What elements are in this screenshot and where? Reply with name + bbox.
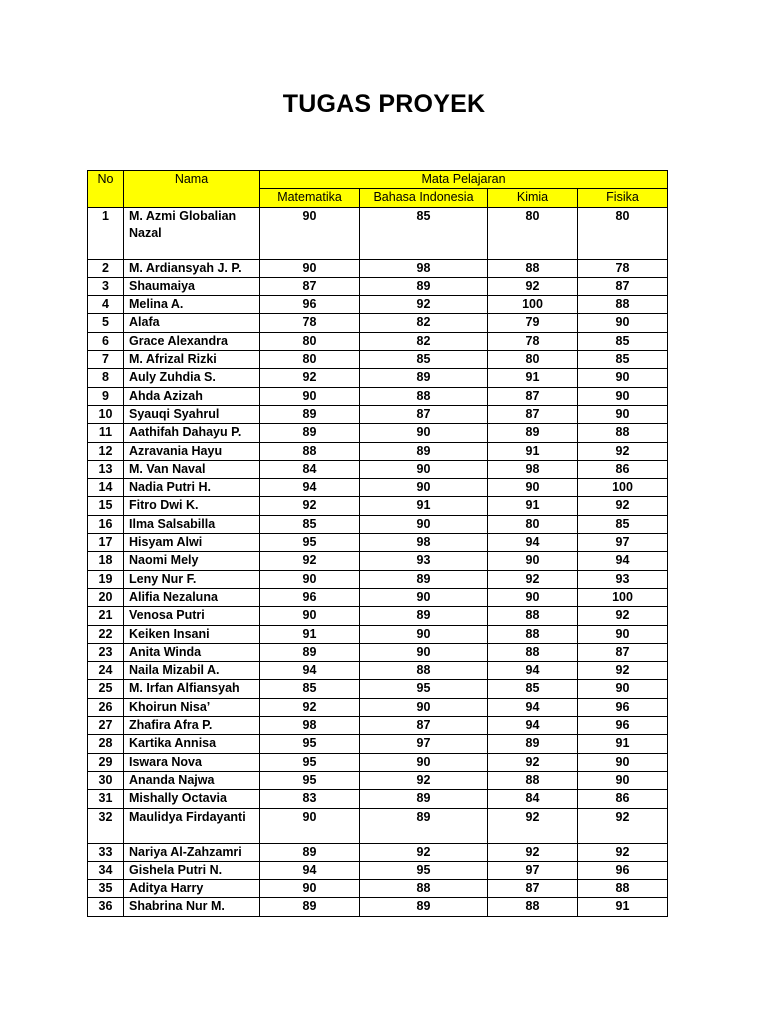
cell-matematika: 89 — [260, 643, 360, 661]
cell-fisika: 88 — [578, 296, 668, 314]
table-row — [88, 552, 668, 570]
cell-fisika: 78 — [578, 259, 668, 277]
cell-nama: Aditya Harry — [124, 880, 260, 898]
cell-no: 13 — [88, 460, 124, 478]
cell-matematika: 87 — [260, 277, 360, 295]
table-row — [88, 753, 668, 771]
table-row — [88, 442, 668, 460]
cell-matematika: 95 — [260, 534, 360, 552]
table-row — [88, 296, 668, 314]
cell-no: 21 — [88, 607, 124, 625]
cell-no: 32 — [88, 808, 124, 843]
cell-kimia: 97 — [488, 861, 578, 879]
cell-fisika: 93 — [578, 570, 668, 588]
cell-no: 28 — [88, 735, 124, 753]
cell-fisika: 97 — [578, 534, 668, 552]
cell-bahasa-indonesia: 88 — [360, 387, 488, 405]
cell-no: 7 — [88, 351, 124, 369]
cell-no: 15 — [88, 497, 124, 515]
cell-bahasa-indonesia: 90 — [360, 460, 488, 478]
header-fisika: Fisika — [578, 189, 668, 207]
cell-nama: Ananda Najwa — [124, 771, 260, 789]
table-row — [88, 277, 668, 295]
table-row — [88, 843, 668, 861]
cell-no: 35 — [88, 880, 124, 898]
header-bahasa-indonesia: Bahasa Indonesia — [360, 189, 488, 207]
cell-no: 24 — [88, 662, 124, 680]
cell-nama: Hisyam Alwi — [124, 534, 260, 552]
table-row — [88, 861, 668, 879]
cell-nama: Alafa — [124, 314, 260, 332]
cell-fisika: 90 — [578, 369, 668, 387]
cell-nama: Mishally Octavia — [124, 790, 260, 808]
cell-kimia: 88 — [488, 625, 578, 643]
cell-no: 18 — [88, 552, 124, 570]
cell-no: 3 — [88, 277, 124, 295]
cell-bahasa-indonesia: 93 — [360, 552, 488, 570]
cell-bahasa-indonesia: 87 — [360, 717, 488, 735]
cell-fisika: 96 — [578, 717, 668, 735]
cell-nama: Syauqi Syahrul — [124, 405, 260, 423]
cell-matematika: 92 — [260, 698, 360, 716]
grades-body — [88, 207, 668, 916]
table-row — [88, 515, 668, 533]
cell-nama: Naomi Mely — [124, 552, 260, 570]
table-row — [88, 259, 668, 277]
cell-matematika: 94 — [260, 662, 360, 680]
cell-nama: M. Van Naval — [124, 460, 260, 478]
cell-bahasa-indonesia: 90 — [360, 515, 488, 533]
cell-nama: M. Irfan Alfiansyah — [124, 680, 260, 698]
cell-matematika: 89 — [260, 898, 360, 916]
cell-kimia: 91 — [488, 369, 578, 387]
cell-nama: M. Azmi Globalian Nazal — [124, 207, 260, 259]
cell-matematika: 90 — [260, 207, 360, 259]
cell-kimia: 80 — [488, 351, 578, 369]
cell-nama: Venosa Putri — [124, 607, 260, 625]
header-kimia: Kimia — [488, 189, 578, 207]
cell-no: 22 — [88, 625, 124, 643]
cell-kimia: 98 — [488, 460, 578, 478]
cell-nama: Kartika Annisa — [124, 735, 260, 753]
table-row — [88, 588, 668, 606]
cell-nama: Shaumaiya — [124, 277, 260, 295]
cell-nama: Keiken Insani — [124, 625, 260, 643]
table-row — [88, 662, 668, 680]
cell-matematika: 95 — [260, 753, 360, 771]
cell-fisika: 92 — [578, 843, 668, 861]
cell-matematika: 78 — [260, 314, 360, 332]
cell-fisika: 91 — [578, 898, 668, 916]
table-row — [88, 479, 668, 497]
cell-nama: Naila Mizabil A. — [124, 662, 260, 680]
cell-matematika: 90 — [260, 570, 360, 588]
cell-no: 10 — [88, 405, 124, 423]
cell-fisika: 88 — [578, 880, 668, 898]
cell-fisika: 86 — [578, 460, 668, 478]
cell-bahasa-indonesia: 98 — [360, 259, 488, 277]
cell-matematika: 92 — [260, 369, 360, 387]
cell-kimia: 100 — [488, 296, 578, 314]
cell-nama: Aathifah Dahayu P. — [124, 424, 260, 442]
cell-kimia: 94 — [488, 662, 578, 680]
cell-no: 5 — [88, 314, 124, 332]
table-row — [88, 497, 668, 515]
cell-nama: Alifia Nezaluna — [124, 588, 260, 606]
cell-bahasa-indonesia: 85 — [360, 207, 488, 259]
cell-no: 11 — [88, 424, 124, 442]
cell-bahasa-indonesia: 90 — [360, 588, 488, 606]
header-matematika: Matematika — [260, 189, 360, 207]
cell-matematika: 89 — [260, 843, 360, 861]
cell-matematika: 90 — [260, 387, 360, 405]
cell-nama: Shabrina Nur M. — [124, 898, 260, 916]
table-row — [88, 680, 668, 698]
cell-kimia: 87 — [488, 387, 578, 405]
cell-kimia: 80 — [488, 515, 578, 533]
cell-bahasa-indonesia: 90 — [360, 424, 488, 442]
table-row — [88, 880, 668, 898]
cell-fisika: 90 — [578, 387, 668, 405]
cell-bahasa-indonesia: 97 — [360, 735, 488, 753]
cell-kimia: 94 — [488, 534, 578, 552]
table-row — [88, 424, 668, 442]
cell-matematika: 89 — [260, 424, 360, 442]
cell-nama: Grace Alexandra — [124, 332, 260, 350]
cell-bahasa-indonesia: 92 — [360, 843, 488, 861]
cell-no: 19 — [88, 570, 124, 588]
header-mata-pelajaran: Mata Pelajaran — [260, 171, 668, 189]
cell-bahasa-indonesia: 95 — [360, 861, 488, 879]
cell-matematika: 91 — [260, 625, 360, 643]
cell-matematika: 94 — [260, 479, 360, 497]
cell-matematika: 83 — [260, 790, 360, 808]
cell-fisika: 90 — [578, 753, 668, 771]
cell-no: 12 — [88, 442, 124, 460]
cell-fisika: 85 — [578, 351, 668, 369]
page-title: TUGAS PROYEK — [282, 90, 486, 118]
cell-fisika: 91 — [578, 735, 668, 753]
cell-fisika: 87 — [578, 277, 668, 295]
header-row — [88, 171, 668, 189]
cell-bahasa-indonesia: 91 — [360, 497, 488, 515]
cell-no: 36 — [88, 898, 124, 916]
cell-nama: Ilma Salsabilla — [124, 515, 260, 533]
cell-no: 31 — [88, 790, 124, 808]
cell-bahasa-indonesia: 90 — [360, 479, 488, 497]
table-row — [88, 607, 668, 625]
cell-matematika: 95 — [260, 771, 360, 789]
cell-nama: Zhafira Afra P. — [124, 717, 260, 735]
cell-matematika: 98 — [260, 717, 360, 735]
table-row — [88, 387, 668, 405]
cell-no: 14 — [88, 479, 124, 497]
cell-matematika: 95 — [260, 735, 360, 753]
cell-fisika: 92 — [578, 662, 668, 680]
cell-no: 20 — [88, 588, 124, 606]
table-row — [88, 369, 668, 387]
cell-nama: M. Ardiansyah J. P. — [124, 259, 260, 277]
cell-kimia: 88 — [488, 259, 578, 277]
cell-matematika: 85 — [260, 515, 360, 533]
cell-bahasa-indonesia: 89 — [360, 808, 488, 843]
cell-nama: Fitro Dwi K. — [124, 497, 260, 515]
cell-fisika: 96 — [578, 861, 668, 879]
cell-fisika: 85 — [578, 332, 668, 350]
cell-no: 17 — [88, 534, 124, 552]
cell-matematika: 92 — [260, 552, 360, 570]
cell-bahasa-indonesia: 89 — [360, 790, 488, 808]
cell-kimia: 92 — [488, 570, 578, 588]
cell-fisika: 92 — [578, 607, 668, 625]
header-no: No — [88, 171, 124, 208]
table-row — [88, 460, 668, 478]
cell-bahasa-indonesia: 95 — [360, 680, 488, 698]
cell-kimia: 92 — [488, 843, 578, 861]
cell-fisika: 96 — [578, 698, 668, 716]
cell-matematika: 96 — [260, 588, 360, 606]
cell-kimia: 94 — [488, 717, 578, 735]
cell-matematika: 90 — [260, 808, 360, 843]
cell-nama: Iswara Nova — [124, 753, 260, 771]
cell-bahasa-indonesia: 82 — [360, 314, 488, 332]
cell-nama: Ahda Azizah — [124, 387, 260, 405]
cell-bahasa-indonesia: 89 — [360, 442, 488, 460]
cell-bahasa-indonesia: 90 — [360, 753, 488, 771]
cell-bahasa-indonesia: 88 — [360, 662, 488, 680]
cell-bahasa-indonesia: 89 — [360, 898, 488, 916]
cell-fisika: 86 — [578, 790, 668, 808]
table-row — [88, 643, 668, 661]
cell-matematika: 96 — [260, 296, 360, 314]
header-nama: Nama — [124, 171, 260, 208]
cell-matematika: 90 — [260, 880, 360, 898]
cell-bahasa-indonesia: 89 — [360, 369, 488, 387]
cell-kimia: 87 — [488, 880, 578, 898]
cell-nama: M. Afrizal Rizki — [124, 351, 260, 369]
cell-fisika: 100 — [578, 479, 668, 497]
cell-matematika: 90 — [260, 259, 360, 277]
cell-kimia: 91 — [488, 497, 578, 515]
cell-no: 8 — [88, 369, 124, 387]
cell-matematika: 80 — [260, 351, 360, 369]
cell-kimia: 88 — [488, 607, 578, 625]
cell-kimia: 94 — [488, 698, 578, 716]
cell-kimia: 80 — [488, 207, 578, 259]
cell-kimia: 88 — [488, 643, 578, 661]
cell-fisika: 92 — [578, 497, 668, 515]
cell-matematika: 92 — [260, 497, 360, 515]
table-row — [88, 332, 668, 350]
table-row — [88, 405, 668, 423]
cell-fisika: 90 — [578, 771, 668, 789]
table-row — [88, 314, 668, 332]
cell-kimia: 79 — [488, 314, 578, 332]
cell-no: 27 — [88, 717, 124, 735]
cell-fisika: 80 — [578, 207, 668, 259]
cell-nama: Azravania Hayu — [124, 442, 260, 460]
cell-matematika: 90 — [260, 607, 360, 625]
grades-table — [87, 170, 668, 917]
cell-kimia: 89 — [488, 424, 578, 442]
cell-matematika: 84 — [260, 460, 360, 478]
cell-no: 29 — [88, 753, 124, 771]
cell-nama: Nadia Putri H. — [124, 479, 260, 497]
cell-fisika: 87 — [578, 643, 668, 661]
cell-fisika: 90 — [578, 314, 668, 332]
cell-bahasa-indonesia: 90 — [360, 625, 488, 643]
cell-matematika: 88 — [260, 442, 360, 460]
cell-nama: Nariya Al-Zahzamri — [124, 843, 260, 861]
table-row — [88, 717, 668, 735]
cell-bahasa-indonesia: 90 — [360, 698, 488, 716]
cell-nama: Melina A. — [124, 296, 260, 314]
cell-bahasa-indonesia: 82 — [360, 332, 488, 350]
table-row — [88, 625, 668, 643]
cell-no: 25 — [88, 680, 124, 698]
cell-kimia: 87 — [488, 405, 578, 423]
cell-fisika: 88 — [578, 424, 668, 442]
cell-kimia: 92 — [488, 277, 578, 295]
cell-fisika: 92 — [578, 808, 668, 843]
cell-matematika: 94 — [260, 861, 360, 879]
cell-kimia: 91 — [488, 442, 578, 460]
cell-fisika: 94 — [578, 552, 668, 570]
cell-fisika: 90 — [578, 625, 668, 643]
cell-fisika: 100 — [578, 588, 668, 606]
cell-no: 1 — [88, 207, 124, 259]
cell-no: 30 — [88, 771, 124, 789]
cell-no: 23 — [88, 643, 124, 661]
cell-matematika: 89 — [260, 405, 360, 423]
cell-nama: Auly Zuhdia S. — [124, 369, 260, 387]
cell-no: 4 — [88, 296, 124, 314]
cell-bahasa-indonesia: 87 — [360, 405, 488, 423]
cell-bahasa-indonesia: 92 — [360, 771, 488, 789]
cell-bahasa-indonesia: 90 — [360, 643, 488, 661]
cell-fisika: 92 — [578, 442, 668, 460]
cell-nama: Maulidya Firdayanti — [124, 808, 260, 843]
cell-kimia: 90 — [488, 479, 578, 497]
cell-kimia: 89 — [488, 735, 578, 753]
cell-kimia: 92 — [488, 753, 578, 771]
cell-no: 16 — [88, 515, 124, 533]
table-row — [88, 790, 668, 808]
cell-nama: Khoirun Nisa’ — [124, 698, 260, 716]
table-row — [88, 207, 668, 259]
table-row — [88, 808, 668, 843]
cell-kimia: 90 — [488, 588, 578, 606]
cell-bahasa-indonesia: 98 — [360, 534, 488, 552]
cell-bahasa-indonesia: 89 — [360, 607, 488, 625]
cell-bahasa-indonesia: 85 — [360, 351, 488, 369]
cell-bahasa-indonesia: 92 — [360, 296, 488, 314]
cell-bahasa-indonesia: 88 — [360, 880, 488, 898]
cell-no: 34 — [88, 861, 124, 879]
table-row — [88, 570, 668, 588]
cell-no: 9 — [88, 387, 124, 405]
cell-kimia: 88 — [488, 898, 578, 916]
cell-no: 6 — [88, 332, 124, 350]
cell-nama: Anita Winda — [124, 643, 260, 661]
cell-kimia: 85 — [488, 680, 578, 698]
cell-no: 26 — [88, 698, 124, 716]
cell-no: 33 — [88, 843, 124, 861]
cell-nama: Gishela Putri N. — [124, 861, 260, 879]
cell-no: 2 — [88, 259, 124, 277]
cell-kimia: 78 — [488, 332, 578, 350]
cell-fisika: 90 — [578, 680, 668, 698]
cell-kimia: 84 — [488, 790, 578, 808]
cell-kimia: 88 — [488, 771, 578, 789]
cell-bahasa-indonesia: 89 — [360, 277, 488, 295]
cell-kimia: 92 — [488, 808, 578, 843]
table-row — [88, 898, 668, 916]
table-row — [88, 351, 668, 369]
cell-bahasa-indonesia: 89 — [360, 570, 488, 588]
cell-matematika: 85 — [260, 680, 360, 698]
table-row — [88, 534, 668, 552]
table-row — [88, 698, 668, 716]
cell-fisika: 85 — [578, 515, 668, 533]
table-row — [88, 735, 668, 753]
cell-nama: Leny Nur F. — [124, 570, 260, 588]
cell-kimia: 90 — [488, 552, 578, 570]
cell-fisika: 90 — [578, 405, 668, 423]
table-row — [88, 771, 668, 789]
cell-matematika: 80 — [260, 332, 360, 350]
